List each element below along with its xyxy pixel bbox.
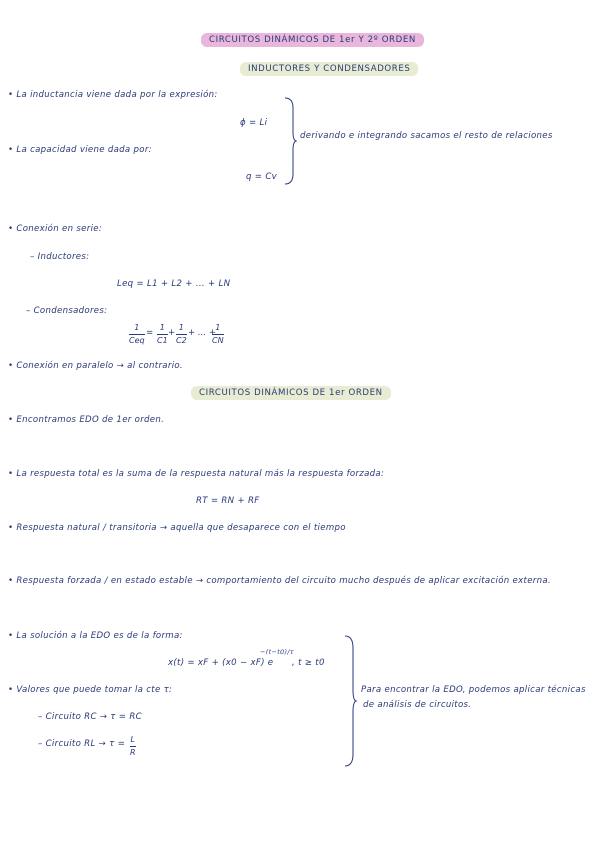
inductance-intro: • La inductancia viene dada por la expresión: bbox=[8, 90, 218, 100]
total-formula: RT = RN + RF bbox=[196, 496, 260, 506]
curly-brace-icon bbox=[283, 96, 297, 186]
inductance-formula: ϕ = Li bbox=[240, 118, 268, 128]
cap-plus1: + bbox=[168, 328, 176, 338]
cap-term2-den: C2 bbox=[176, 336, 187, 345]
rl-fraction bbox=[130, 735, 136, 758]
cap-term3-fraction bbox=[212, 323, 224, 346]
brace-note-2-line1: Para encontrar la EDO, podemos aplicar técnicas bbox=[361, 685, 586, 695]
cap-lhs-fraction bbox=[129, 323, 145, 346]
solution-intro: • La solución a la EDO es de la forma: bbox=[8, 631, 183, 641]
cap-term1-den: C1 bbox=[157, 336, 168, 345]
rl-den: R bbox=[130, 748, 136, 757]
rl-circuit: – Circuito RL → τ = bbox=[38, 739, 126, 749]
parallel-note: • Conexión en paralelo → al contrario. bbox=[8, 361, 183, 371]
main-title: CIRCUITOS DINÁMICOS DE 1er Y 2º ORDEN bbox=[201, 33, 424, 47]
section-title-first-order: CIRCUITOS DINÁMICOS DE 1er ORDEN bbox=[191, 386, 391, 400]
cap-term2-num: 1 bbox=[178, 323, 184, 332]
tau-values: • Valores que puede tomar la cte τ: bbox=[8, 685, 173, 695]
inductors-label: – Inductores: bbox=[30, 252, 90, 262]
series-title: • Conexión en serie: bbox=[8, 224, 103, 234]
natural-response: • Respuesta natural / transitoria → aquella que desaparece con el tiempo bbox=[8, 523, 346, 533]
capacitors-label: – Condensadores: bbox=[26, 306, 108, 316]
total-response: • La respuesta total es la suma de la respuesta natural más la respuesta forzada: bbox=[8, 469, 385, 479]
edo-note: • Encontramos EDO de 1er orden. bbox=[8, 415, 165, 425]
inductors-formula: Leq = L1 + L2 + ... + LN bbox=[117, 279, 231, 289]
brace-note-2-line2: de análisis de circuitos. bbox=[363, 700, 472, 710]
brace-note: derivando e integrando sacamos el resto de relaciones bbox=[300, 131, 553, 141]
cap-lhs-den: Ceq bbox=[129, 336, 145, 345]
section-title-inductors-capacitors: INDUCTORES Y CONDENSADORES bbox=[240, 62, 418, 76]
capacity-intro: • La capacidad viene dada por: bbox=[8, 145, 152, 155]
cap-term1-num: 1 bbox=[159, 323, 165, 332]
forced-response: • Respuesta forzada / en estado estable → comportamiento del circuito mucho después de aplicar excitación externa. bbox=[8, 576, 551, 586]
cap-lhs-num: 1 bbox=[134, 323, 140, 332]
cap-term2-fraction bbox=[176, 323, 187, 346]
cap-term3-den: CN bbox=[212, 336, 224, 345]
solution-formula: x(t) = xF + (x0 − xF) e bbox=[168, 658, 274, 668]
rl-num: L bbox=[130, 735, 136, 744]
cap-term3-num: 1 bbox=[215, 323, 221, 332]
cap-plus2: + ... + bbox=[188, 328, 217, 338]
solution-condition: , t ≥ t0 bbox=[292, 658, 325, 668]
cap-term1-fraction bbox=[157, 323, 168, 346]
rc-circuit: – Circuito RC → τ = RC bbox=[38, 712, 142, 722]
solution-exponent: −(t−t0)/τ bbox=[260, 648, 295, 656]
capacity-formula: q = Cv bbox=[246, 172, 278, 182]
cap-eq-sign: = bbox=[146, 328, 154, 338]
curly-brace-icon bbox=[343, 634, 357, 768]
